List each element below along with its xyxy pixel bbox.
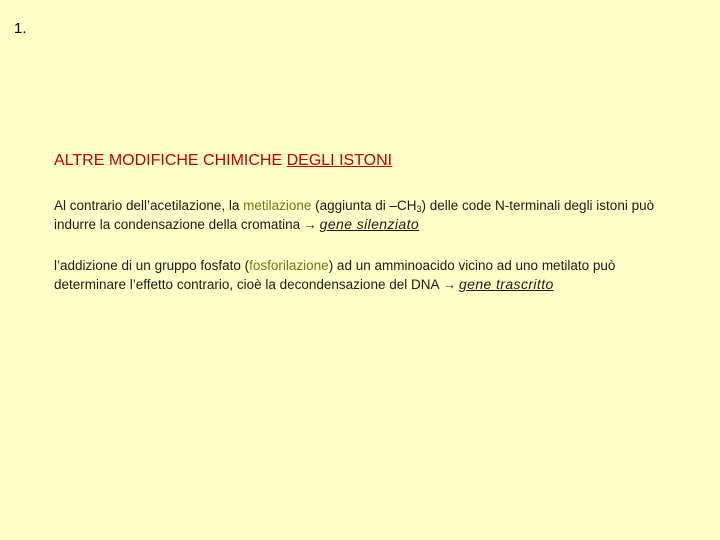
result-gene-transcribed: gene trascritto: [458, 276, 554, 292]
para2-text-before: l’addizione di un gruppo fosfato (: [54, 258, 250, 273]
slide-number: 1.: [14, 20, 27, 37]
result-gene-silenced: gene silenziato: [319, 216, 420, 232]
phosphorylation-term: fosforilazione: [249, 258, 329, 273]
para1-text-before: Al contrario dell’acetilazione, la: [54, 198, 244, 213]
title-underlined: DEGLI ISTONI: [286, 152, 393, 169]
arrow-right-icon: →: [442, 277, 456, 292]
para2-text-middle: ) ad un amminoacido vicino ad uno metilato può determinare l’effetto contrario, cioè la decondensazione del DNA: [54, 258, 616, 292]
title-main: ALTRE MODIFICHE CHIMICHE: [54, 152, 287, 169]
slide-title: [54, 152, 392, 170]
subscript-3: 3: [416, 204, 422, 214]
para1-text-middle-a: (aggiunta di –CH: [311, 198, 417, 213]
paragraph-methylation: [54, 196, 664, 234]
arrow-right-icon: →: [303, 217, 317, 232]
paragraph-phosphorylation: [54, 256, 664, 294]
para1-text-middle-b: ) delle code N-terminali degli istoni può indurre la condensazione della cromatina: [54, 198, 655, 232]
methylation-term: metilazione: [243, 198, 312, 213]
